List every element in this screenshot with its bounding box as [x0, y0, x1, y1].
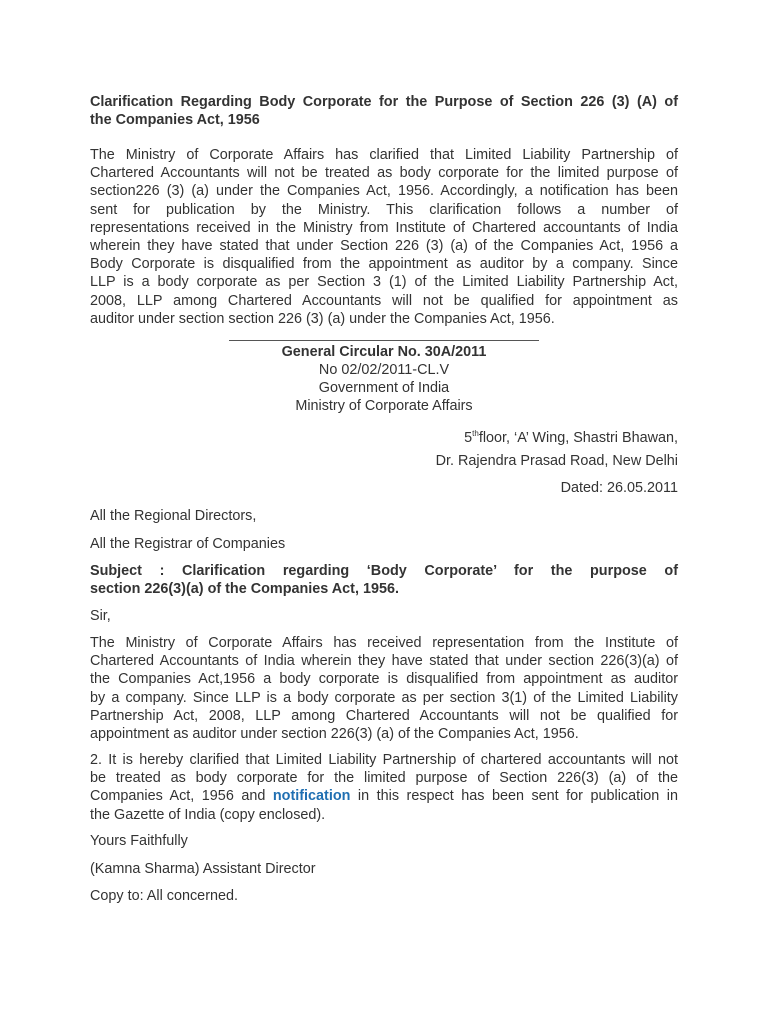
subject-text-1: Clarification regarding ‘Body Corporate’ for the purpose of	[182, 563, 678, 579]
subject-line-2: section 226(3)(a) of the Companies Act, 1956.	[90, 581, 399, 598]
intro-paragraph	[90, 146, 678, 328]
para1-line: Partnership Act, 2008, LLP among Chartered Accountants will not be qualified for	[90, 707, 678, 724]
intro-line: section226 (3) (a) under the Companies Act, 1956. Accordingly, a notification has been	[90, 183, 678, 200]
circular-number: No 02/02/2011-CL.V	[318, 362, 450, 378]
salutation: Sir,	[90, 608, 111, 624]
para2-line3-post: in this respect has been sent for publication in	[357, 788, 678, 805]
para1-line: by a company. Since LLP is a body corporate as per section 3(1) of the Limited Liability	[90, 689, 678, 706]
intro-line: Chartered Accountants will not be treated as body corporate for the limited purpose of	[90, 165, 678, 182]
signature: (Kamna Sharma) Assistant Director	[90, 861, 316, 877]
para2-line	[90, 787, 678, 805]
heading-line-2: the Companies Act, 1956	[90, 112, 260, 129]
para2-line: be treated as body corporate for the limited purpose of Section 226(3) (a) of the	[90, 770, 678, 787]
subject-line-1	[90, 562, 678, 580]
para1-line: the Companies Act,1956 a body corporate is disqualified from appointment as auditor	[90, 671, 678, 688]
intro-line: auditor under section section 226 (3) (a) under the Companies Act, 1956.	[90, 310, 555, 327]
intro-line: 2008, LLP among Chartered Accountants will not be qualified for appointment as	[90, 292, 678, 309]
floor-number: 5	[464, 430, 473, 446]
para1-line: The Ministry of Corporate Affairs has received representation from the Institute of	[90, 635, 678, 651]
address-road: Dr. Rajendra Prasad Road, New Delhi	[435, 453, 678, 469]
para2-line: 2. It is hereby clarified that Limited Liability Partnership of chartered accountants will not	[90, 752, 678, 768]
intro-line: The Ministry of Corporate Affairs has clarified that Limited Liability Partnership of	[90, 147, 678, 163]
heading-line-1: Clarification Regarding Body Corporate for the Purpose of Section 226 (3) (A) of	[90, 94, 678, 110]
circular-title: General Circular No. 30A/2011	[281, 344, 487, 360]
government-line: Government of India	[318, 380, 450, 396]
para1-line: appointment as auditor under section 226(3) (a) of the Companies Act, 1956.	[90, 726, 579, 743]
document-heading	[90, 93, 678, 129]
copy-to: Copy to: All concerned.	[90, 888, 238, 904]
section-divider	[229, 340, 539, 341]
intro-line: Body Corporate is disqualified from the appointment as auditor by a company. Since	[90, 256, 678, 273]
recipient-registrar: All the Registrar of Companies	[90, 536, 286, 552]
closing: Yours Faithfully	[90, 833, 188, 849]
paragraph-1	[90, 634, 678, 743]
para2-line3-pre: Companies Act, 1956 and	[90, 788, 266, 805]
intro-line: representations received in the Ministry from Institute of Chartered accountants of India	[90, 219, 678, 236]
notification-link[interactable]: notification	[272, 788, 351, 805]
date-line: Dated: 26.05.2011	[560, 480, 678, 496]
ministry-line: Ministry of Corporate Affairs	[295, 398, 473, 414]
intro-line: wherein they have stated that under Section 226 (3) (a) of the Companies Act, 1956 a	[90, 238, 678, 255]
intro-line: LLP is a body corporate as per Section 3 (1) of the Limited Liability Partnership Act,	[90, 274, 678, 291]
floor-suffix: th	[472, 429, 479, 438]
paragraph-2	[90, 751, 678, 824]
recipient-regional-directors: All the Regional Directors,	[90, 508, 257, 524]
subject-label: Subject :	[90, 563, 165, 579]
intro-line: sent for publication by the Ministry. This clarification follows a number of	[90, 201, 678, 218]
para1-line: Chartered Accountants of India wherein they have stated that under section 226(3)(a) of	[90, 653, 678, 670]
floor-rest: floor, ‘A’ Wing, Shastri Bhawan,	[478, 430, 678, 446]
subject-block	[90, 562, 678, 598]
para2-line: the Gazette of India (copy enclosed).	[90, 806, 326, 823]
address-floor	[90, 425, 678, 447]
